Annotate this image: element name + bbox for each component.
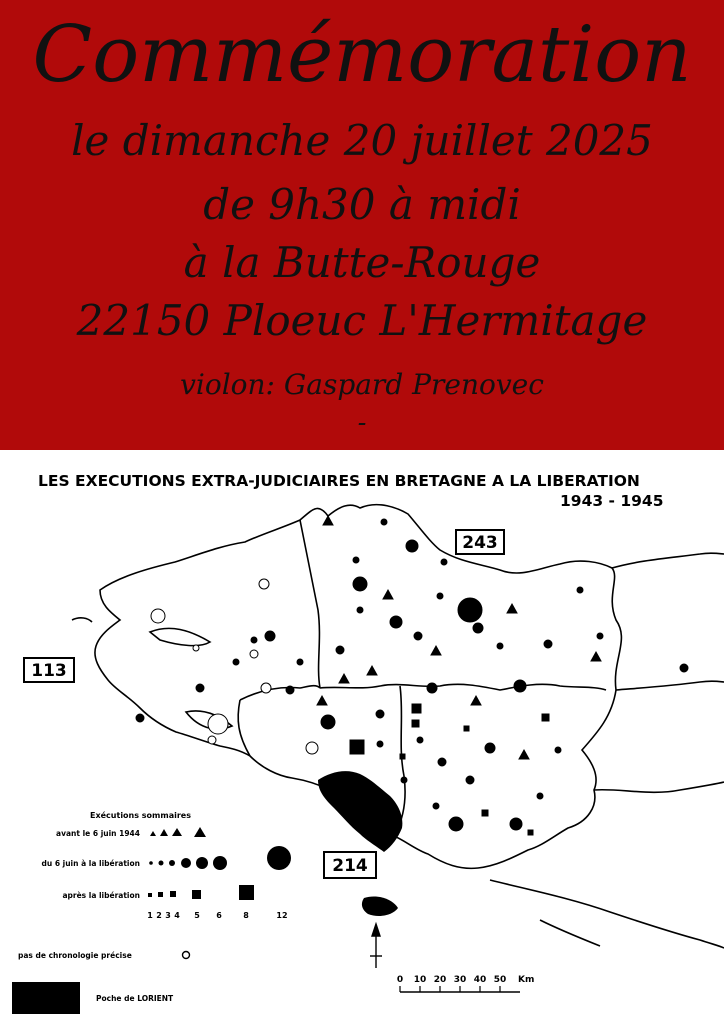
total-box-113 (24, 658, 74, 682)
svg-text:243: 243 (462, 533, 498, 553)
event-place: à la Butte-Rouge (183, 238, 541, 287)
event-separator: - (357, 408, 367, 438)
event-date: le dimanche 20 juillet 2025 (71, 116, 653, 165)
legend-no-chronology: pas de chronologie précise (18, 951, 132, 960)
svg-text:40: 40 (473, 975, 487, 985)
legend-heading: Exécutions sommaires (90, 811, 191, 820)
event-music: violon: Gaspard Prenovec (180, 368, 544, 401)
svg-text:2: 2 (156, 911, 162, 920)
island-belle-ile (362, 896, 398, 916)
scale-bar (397, 975, 534, 992)
legend-pocket-label: Poche de LORIENT (96, 994, 174, 1003)
svg-text:30: 30 (453, 975, 467, 985)
svg-text:5: 5 (194, 911, 200, 920)
event-title: Commémoration (32, 10, 692, 100)
map-title: LES EXECUTIONS EXTRA-JUDICIAIRES EN BRETAGNE A LA LIBERATION (38, 472, 640, 490)
svg-text:3: 3 (165, 911, 171, 920)
svg-text:10: 10 (413, 975, 427, 985)
svg-text:50: 50 (493, 975, 507, 985)
svg-text:113: 113 (31, 661, 67, 681)
total-box-243 (456, 530, 504, 554)
svg-text:0: 0 (396, 975, 404, 985)
svg-text:20: 20 (433, 975, 447, 985)
svg-text:4: 4 (174, 911, 180, 920)
brittany-map (0, 450, 724, 1024)
svg-text:8: 8 (243, 911, 249, 920)
coastline (72, 505, 724, 948)
legend-row-before: avant le 6 juin 1944 (56, 829, 140, 838)
legend-scale-numbers (147, 911, 287, 920)
legend-row-between: du 6 juin à la libération (41, 859, 140, 868)
map-period: 1943 - 1945 (560, 492, 664, 510)
open-circle-icon (183, 952, 190, 959)
north-arrow-icon (370, 924, 382, 968)
map-figure (0, 450, 724, 1024)
legend-row-after: après la libération (62, 891, 140, 900)
svg-text:214: 214 (332, 856, 368, 876)
event-town: 22150 Ploeuc L'Hermitage (76, 296, 648, 345)
event-time: de 9h30 à midi (203, 180, 521, 229)
event-banner (0, 0, 724, 450)
lorient-pocket (318, 771, 402, 852)
svg-text:1: 1 (147, 911, 153, 920)
svg-text:12: 12 (276, 911, 288, 920)
lorient-pocket-swatch (12, 982, 80, 1014)
svg-text:6: 6 (216, 911, 222, 920)
svg-text:Km: Km (518, 975, 535, 985)
execution-markers (136, 516, 688, 835)
total-box-214 (324, 852, 376, 878)
map-legend (12, 810, 291, 1014)
